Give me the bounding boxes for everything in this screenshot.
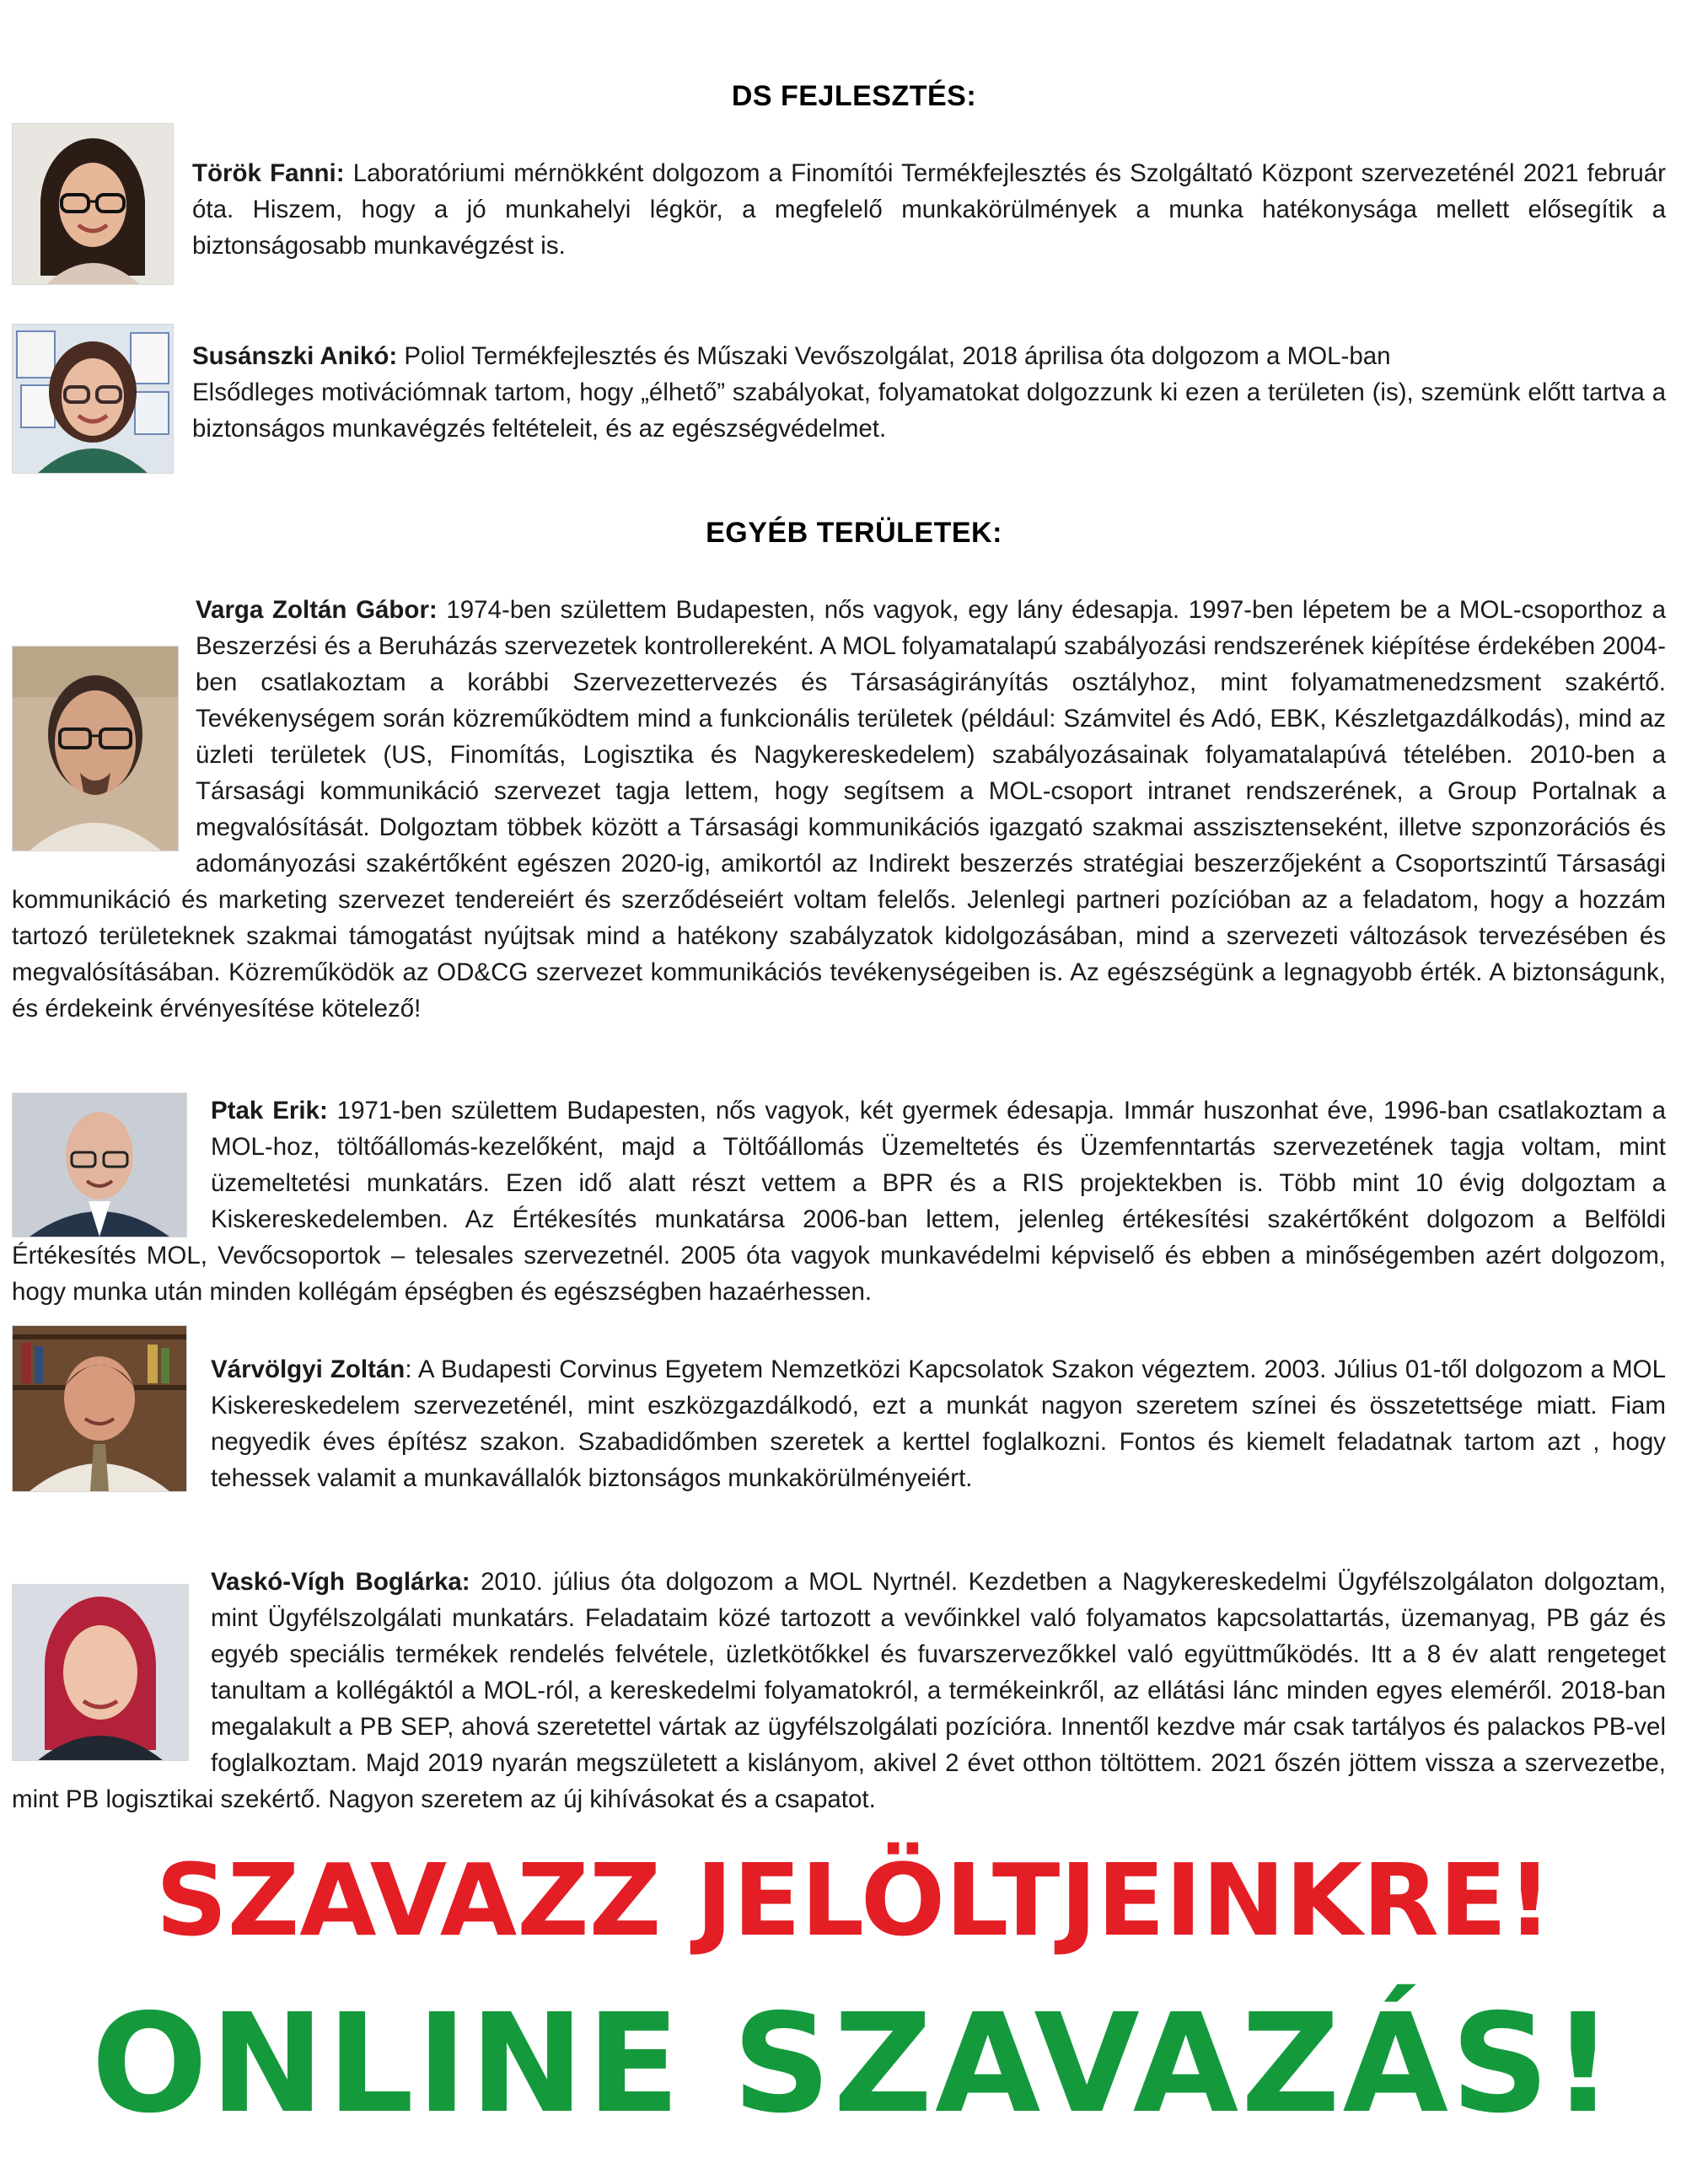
bio-susanszki-aniko [192,338,1666,447]
candidate-text: Poliol Termékfejlesztés és Műszaki Vevőszolgálat, 2018 áprilisa óta dolgozom a MOL-ban [397,342,1391,370]
bio-ptak-erik [12,1092,1666,1310]
candidate-text: Laboratóriumi mérnökként dolgozom a Finomítói Termékfejlesztés és Szolgáltató Központ szervezeténél 2021 február óta. Hiszem, hogy a jó munkahelyi légkör, a megfelelő munkakörülmények a munka hatékonysága mellett elősegítik a biztonságosabb munkavégzést is. [192,159,1666,260]
portrait-varvolgyi-zoltan [12,1325,187,1492]
candidate-text-2: Elsődleges motivációmnak tartom, hogy „élhető” szabályokat, folyamatokat dolgozzunk ki ezen a területen (is), szemünk előtt tartva a biztonságos munkavégzés feltételeit, és az egészségvédelmet. [192,378,1666,443]
vote-banner: SZAVAZZ JELÖLTJEINKRE! [155,1842,1553,1958]
candidate-text: : A Budapesti Corvinus Egyetem Nemzetközi Kapcsolatok Szakon végeztem. 2003. Július 01-től dolgozom a MOL Kiskereskedelem szervezeténél, mint eszközgazdálkodó, ezt a munkát nagyon szeretem színei és összetettsége miatt. Fiam negyedik éves építész szakon. Szabadidőmben szeretek a kerttel foglalkozni. Fontos és kiemelt feladatnak tartom azt , hogy tehessek valamit a munkavállalók biztonságos munkakörülményeiért. [211,1355,1666,1492]
section-heading-other: EGYÉB TERÜLETEK: [706,517,1002,549]
portrait-ptak-erik [12,1092,187,1237]
candidate-name: Vaskó-Vígh Boglárka: [211,1568,470,1596]
section-heading-ds: DS FEJLESZTÉS: [731,80,977,112]
online-vote-banner: ONLINE SZAVAZÁS! [91,1985,1617,2144]
candidate-text: 1974-ben születtem Budapesten, nős vagyok, egy lány édesapja. 1997-ben lépetem be a MOL-csoporthoz a Beszerzési és a Beruházás szervezetek kontrollereként. A MOL folyamatalapú szabályozási rendszerének kiépítése érdekében 2004-ben csatlakoztam a korábbi Szervezettervezés és Társaságirányítás osztályhoz, mint folyamatmenedzsment szakértő. Tevékenységem során közreműködtem mind a funkcionális területek (például: Számvitel és Adó, EBK, Készletgazdálkodás), mind az üzleti területek (US, Finomítás, Logisztika és Nagykereskedelem) szabályozásainak folyamatalapúvá tételében. 2010-ben a Társasági kommunikáció szervezet tagja lettem, hogy segítsem a MOL-csoport intranet rendszerének, a Group Portalnak a megvalósítását. Dolgoztam többek között a Társasági kommunikációs igazgató szakmai asszisztenseként, illetve szponzorációs és adományozási szakértőként egészen 2020-ig, amikortól az Indirekt beszerzés stratégiai beszerzőjeként a Csoportszintű Társasági kommunikáció és marketing szervezet tendereiért és szerződéseiért voltam felelős. Jelenlegi partneri pozícióban az a feladatom, hogy a hozzám tartozó területeknek szakmai támogatást nyújtsak mind a hatékony szabályzatok kidolgozásában, mind a szervezeti változások tervezésében és megvalósításában. Közreműködök az OD&CG szervezet kommunikációs tevékenységeiben is. Az egészségünk a legnagyobb érték. A biztonságunk, és érdekeink érvényesítése kötelező! [12,596,1666,1023]
portrait-man-bald-icon [13,1093,186,1237]
portrait-man-glasses-icon [13,647,178,851]
portrait-man-tie-icon [13,1326,186,1491]
candidate-name: Varga Zoltán Gábor: [196,596,438,624]
bio-vasko-vigh-boglarka [12,1564,1666,1817]
portrait-woman-glasses-icon [13,325,173,473]
portrait-vasko-vigh-boglarka [12,1584,189,1761]
candidate-text: 1971-ben születtem Budapesten, nős vagyok, két gyermek édesapja. Immár huszonhat éve, 1996-ban csatlakoztam a MOL-hoz, töltőállomás-kezelőként, majd a Töltőállomás Üzemeltetés és Üzemfenntartás szervezetének tagja voltam, mint üzemeltetési munkatárs. Ezen idő alatt részt vettem a BPR és a RIS projektekben is. Több mint 10 évig dolgoztam a Kiskereskedelemben. Az Értékesítés munkatársa 2006-ban lettem, jelenleg értékesítési szakértőként dolgozom a Belföldi Értékesítés MOL, Vevőcsoportok – telesales szervezetnél. 2005 óta vagyok munkavédelmi képviselő és ebben a minőségemben azért dolgozom, hogy munka után minden kollégám épségben és egészségben hazaérhessen. [12,1097,1666,1306]
candidate-name: Török Fanni: [192,159,345,187]
bio-varvolgyi-zoltan [211,1351,1666,1496]
portrait-torok-fanni [12,123,174,285]
portrait-susanszki-aniko [12,324,174,474]
candidate-text: 2010. július óta dolgozom a MOL Nyrtnél. Kezdetben a Nagykereskedelmi Ügyfélszolgálaton dolgoztam, mint Ügyfélszolgálati munkatárs. Feladataim közé tartozott a vevőinkkel való folyamatos kapcsolattartás, üzemanyag, PB gáz és egyéb speciális termékek rendelés felvétele, üzletkötőkkel és fuvarszervezőkkel való együttműködés. Itt a 8 év alatt rengeteget tanultam a kollégáktól a MOL-ról, a kereskedelmi folyamatokról, a termékeinkről, az ellátási lánc minden egyes eleméről. 2018-ban megalakult a PB SEP, ahová szeretettel vártak az ügyfélszolgálati pozícióra. Innentől kezdve már csak tartályos és palackos PB-vel foglalkoztam. Majd 2019 nyarán megszületett a kislányom, akivel 2 évet otthon töltöttem. 2021 őszén jöttem vissza a szervezetbe, mint PB logisztikai szekértő. Nagyon szeretem az új kihívásokat és a csapatot. [12,1568,1666,1813]
bio-varga-zoltan-gabor [12,592,1666,1027]
candidate-name: Susánszki Anikó: [192,342,398,370]
portrait-varga-zoltan-gabor [12,646,179,851]
bio-torok-fanni [192,155,1666,264]
candidate-name: Ptak Erik: [211,1097,328,1125]
candidate-name: Várvölgyi Zoltán [211,1355,406,1383]
portrait-woman-icon [13,124,173,284]
portrait-woman-red-hair-icon [13,1585,188,1760]
